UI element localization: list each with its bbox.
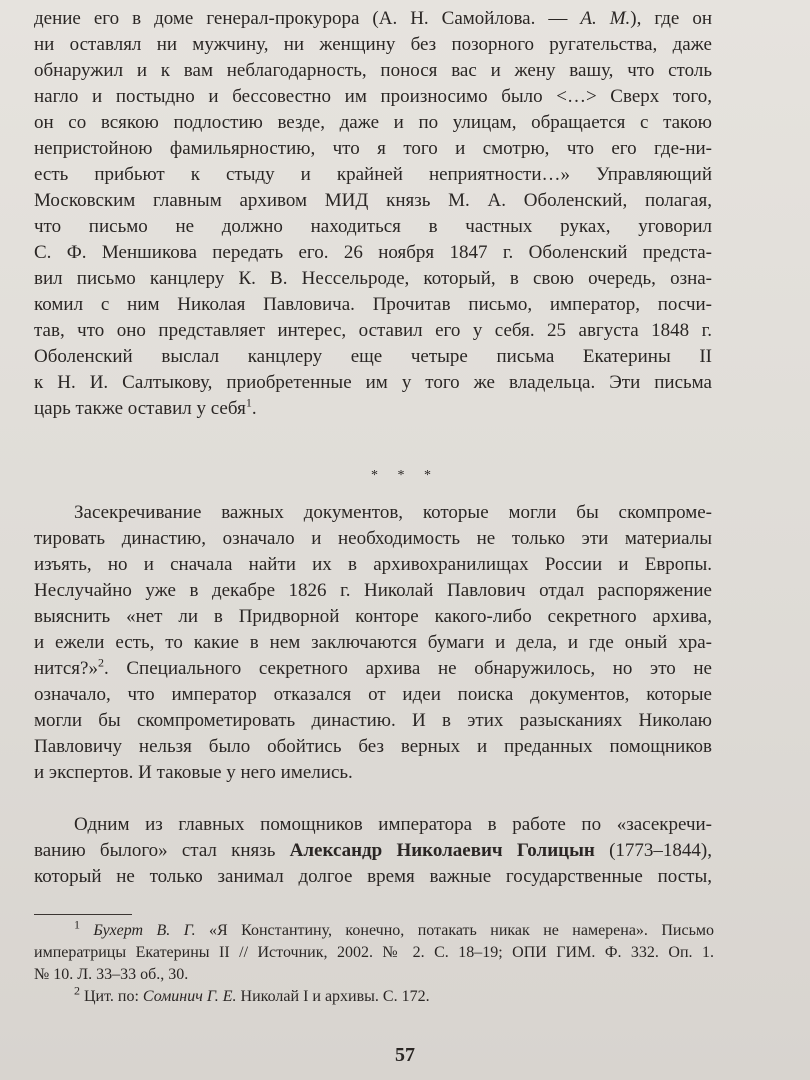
- text-line: который не только занимал долгое время важные государственные посты,: [34, 866, 712, 887]
- section-separator: * * *: [371, 468, 439, 483]
- footnote-1: $^1$ Бухерт В. Г. «Я Константину, конечно, потакать никак не намерена». Письмо: [74, 917, 714, 939]
- text-line: вил письмо канцлеру К. В. Нессельроде, который, в свою очередь, озна-: [34, 268, 712, 289]
- person-name: Александр Николаевич Голицын: [289, 840, 595, 861]
- text-line: и ежели есть, то какие в нем заключаются бумаги и дела, и где оный хра-: [34, 632, 712, 653]
- text-line: есть прибьют к стыду и крайней неприятности…» Управляющий: [34, 164, 712, 185]
- footnote-1-line: № 10. Л. 33–33 об., 30.: [34, 966, 189, 983]
- footnotes: [34, 917, 714, 1008]
- footnote-ref: 2: [97, 655, 104, 670]
- text-line: могли бы скомпрометировать династию. И в этих разысканиях Николаю: [34, 710, 712, 731]
- text-line: Неслучайно уже в декабре 1826 г. Николай Павлович отдал распоряжение: [34, 580, 712, 601]
- text-line: Засекречивание важных документов, которые могли бы скомпроме-: [74, 502, 712, 523]
- text-line: выяснить «нет ли в Придворной конторе какого-либо секретного архива,: [34, 606, 712, 627]
- page-number: 57: [395, 1044, 415, 1066]
- paragraph-continued: [34, 6, 712, 422]
- text-line: тав, что оно представляет интерес, оставил его у себя. 25 августа 1848 г.: [34, 320, 712, 341]
- footnote-divider: [34, 914, 132, 915]
- text-line: изъять, но и сначала найти их в архивохранилищах России и Европы.: [34, 554, 712, 575]
- text-line: нагло и постыдно и бессовестно им произносимо было <…> Сверх того,: [34, 86, 712, 107]
- text-line: Московским главным архивом МИД князь М. А. Оболенский, полагая,: [34, 190, 712, 211]
- footnote-1-line: императрицы Екатерины II // Источник, 2002. № 2. С. 18–19; ОПИ ГИМ. Ф. 332. Оп. 1.: [34, 944, 714, 961]
- text-line: Одним из главных помощников императора в работе по «засекречи-: [74, 814, 712, 835]
- text-line: царь также оставил у себя$^1$.: [34, 395, 257, 419]
- text-line: обнаружил и к вам неблагодарность, понося вас и жену вашу, что столь: [34, 60, 712, 81]
- paragraph-archive-search: [34, 500, 712, 786]
- text-line: он со всякою подлостию везде, даже и по улицам, обращается с такою: [34, 112, 712, 133]
- text-line: С. Ф. Меншикова передать его. 26 ноября 1847 г. Оболенский предста-: [34, 242, 712, 263]
- text-line: означало, что император отказался от идеи поиска документов, которые: [34, 684, 712, 705]
- text-line: непристойною фамильярностию, что я того и смотрю, что его где-ни-: [34, 138, 712, 159]
- text-line: нится?»$^2$. Специального секретного архива не обнаружилось, но это не: [34, 655, 712, 679]
- text-line: что письмо не должно находиться в частных руках, уговорил: [34, 216, 712, 237]
- text-line: и экспертов. И таковые у него имелись.: [34, 762, 353, 783]
- text-line: ванию былого» стал князь Александр Николаевич Голицын (1773–1844),: [34, 840, 712, 861]
- paragraph-golitsyn: [34, 812, 712, 890]
- text-line: комил с ним Николая Павловича. Прочитав письмо, император, посчи-: [34, 294, 712, 315]
- footnote-2: $^2$ Цит. по: Соминич Г. Е. Николай I и архивы. С. 172.: [74, 983, 430, 1005]
- footnote-ref: 1: [245, 395, 252, 410]
- text-line: ни оставлял ни мужчину, ни женщину без позорного ругательства, даже: [34, 34, 712, 55]
- text-line: Павловичу нельзя было обойтись без верных и преданных помощников: [34, 736, 712, 757]
- text-line: к Н. И. Салтыкову, приобретенные им у того же владельца. Эти письма: [34, 372, 712, 393]
- text-line: тировать династию, означало и необходимость не только эти материалы: [34, 528, 712, 549]
- text-line: Оболенский выслал канцлеру еще четыре письма Екатерины II: [34, 346, 712, 367]
- text-line: дение его в доме генерал-прокурора (А. Н. Самойлова. — А. М.), где он: [34, 8, 712, 29]
